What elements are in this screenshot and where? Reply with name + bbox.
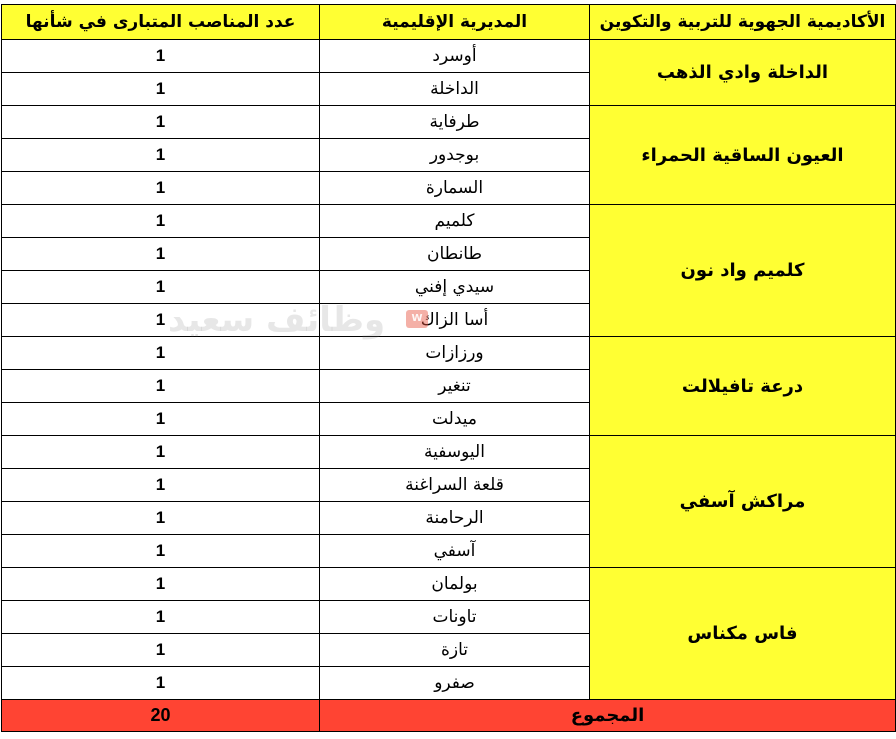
count-column-header: عدد المناصب المتبارى في شأنها — [2, 5, 320, 40]
count-cell: 1 — [2, 172, 320, 205]
count-cell: 1 — [2, 370, 320, 403]
count-cell: 1 — [2, 436, 320, 469]
count-cell: 1 — [2, 634, 320, 667]
directorate-cell: أوسرد — [320, 40, 590, 73]
directorate-column-header: المديرية الإقليمية — [320, 5, 590, 40]
academy-column-header: الأكاديمية الجهوية للتربية والتكوين — [590, 5, 896, 40]
table-row — [2, 337, 896, 370]
directorate-cell: آسفي — [320, 535, 590, 568]
count-cell: 1 — [2, 469, 320, 502]
directorate-cell: بولمان — [320, 568, 590, 601]
academy-cell: درعة تافيلالت — [590, 337, 896, 436]
directorate-cell: ميدلت — [320, 403, 590, 436]
directorate-cell: طانطان — [320, 238, 590, 271]
count-cell: 1 — [2, 667, 320, 700]
table-row — [2, 436, 896, 469]
directorate-cell: الرحامنة — [320, 502, 590, 535]
directorate-cell: تاونات — [320, 601, 590, 634]
academy-cell: مراكش آسفي — [590, 436, 896, 568]
positions-table — [1, 4, 896, 732]
directorate-cell: اليوسفية — [320, 436, 590, 469]
total-row — [2, 700, 896, 732]
directorate-cell: الداخلة — [320, 73, 590, 106]
directorate-cell: قلعة السراغنة — [320, 469, 590, 502]
count-cell: 1 — [2, 139, 320, 172]
directorate-cell: أسا الزاك — [320, 304, 590, 337]
table-body — [2, 40, 896, 732]
count-cell: 1 — [2, 40, 320, 73]
directorate-cell: تنغير — [320, 370, 590, 403]
academy-cell: الداخلة وادي الذهب — [590, 40, 896, 106]
count-cell: 1 — [2, 502, 320, 535]
table-row — [2, 568, 896, 601]
directorate-cell: ورزازات — [320, 337, 590, 370]
directorate-cell: كلميم — [320, 205, 590, 238]
directorate-cell: تازة — [320, 634, 590, 667]
table-row — [2, 40, 896, 73]
count-cell: 1 — [2, 106, 320, 139]
count-cell: 1 — [2, 403, 320, 436]
total-label: المجموع — [320, 700, 896, 732]
count-cell: 1 — [2, 568, 320, 601]
count-cell: 1 — [2, 271, 320, 304]
count-cell: 1 — [2, 601, 320, 634]
academy-cell: فاس مكناس — [590, 568, 896, 700]
count-cell: 1 — [2, 304, 320, 337]
directorate-cell: سيدي إفني — [320, 271, 590, 304]
count-cell: 1 — [2, 238, 320, 271]
header-row — [2, 5, 896, 40]
academy-cell: العيون الساقية الحمراء — [590, 106, 896, 205]
count-cell: 1 — [2, 205, 320, 238]
table-row — [2, 205, 896, 238]
academy-cell: كلميم واد نون — [590, 205, 896, 337]
directorate-cell: صفرو — [320, 667, 590, 700]
total-value: 20 — [2, 700, 320, 732]
count-cell: 1 — [2, 73, 320, 106]
count-cell: 1 — [2, 337, 320, 370]
table-row — [2, 106, 896, 139]
count-cell: 1 — [2, 535, 320, 568]
directorate-cell: بوجدور — [320, 139, 590, 172]
directorate-cell: السمارة — [320, 172, 590, 205]
directorate-cell: طرفاية — [320, 106, 590, 139]
watermark-logo: W — [406, 310, 428, 328]
